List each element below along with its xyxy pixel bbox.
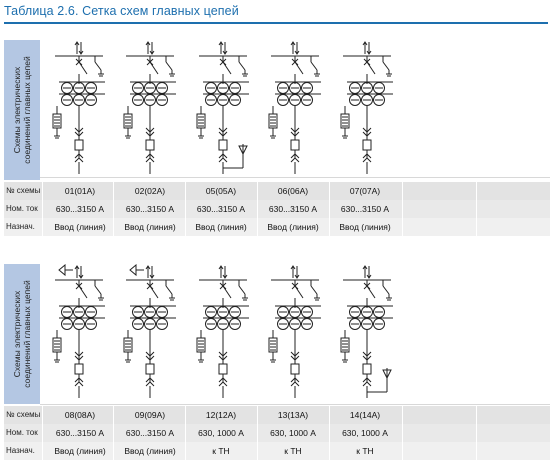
breaker-contact bbox=[367, 62, 375, 74]
fuse-flag bbox=[59, 265, 65, 275]
plug-chevron bbox=[75, 382, 83, 386]
row-label-purpose: Назнач. bbox=[6, 446, 35, 455]
cable-box bbox=[363, 140, 371, 150]
column-separator bbox=[257, 406, 258, 460]
column-separator bbox=[329, 406, 330, 460]
scheme-diagram bbox=[124, 42, 176, 174]
cable-box bbox=[75, 140, 83, 150]
breaker-contact bbox=[295, 286, 303, 298]
cell-purpose: к ТН bbox=[356, 446, 374, 456]
page-title: Таблица 2.6. Сетка схем главных цепей bbox=[4, 4, 239, 18]
cell-rated-current: 630...3150 А bbox=[125, 428, 175, 438]
cell-purpose: Ввод (линия) bbox=[124, 222, 176, 232]
cell-rated-current: 630...3150 А bbox=[55, 204, 105, 214]
scheme-diagram bbox=[197, 42, 249, 174]
earth-switch bbox=[383, 286, 389, 294]
row-label-scheme-no: № схемы bbox=[6, 186, 41, 195]
cell-purpose: Ввод (линия) bbox=[195, 222, 247, 232]
column-separator bbox=[402, 406, 403, 460]
table-row-purpose bbox=[4, 218, 550, 236]
table-row-scheme-no bbox=[4, 406, 550, 424]
cell-scheme-no: 02(02А) bbox=[134, 186, 166, 196]
earth-switch bbox=[95, 62, 101, 70]
scheme-diagram bbox=[341, 42, 393, 174]
cell-rated-current: 630, 1000 А bbox=[270, 428, 316, 438]
earth-switch bbox=[166, 286, 172, 294]
title-underline bbox=[4, 22, 548, 24]
schematics-canvas bbox=[4, 40, 550, 180]
cell-purpose: к ТН bbox=[284, 446, 302, 456]
scheme-diagram bbox=[197, 266, 249, 398]
earth-switch bbox=[95, 286, 101, 294]
column-separator bbox=[42, 182, 43, 236]
breaker-contact bbox=[150, 62, 158, 74]
earth-switch bbox=[311, 62, 317, 70]
cell-purpose: Ввод (линия) bbox=[267, 222, 319, 232]
scheme-diagram bbox=[269, 42, 321, 174]
cell-rated-current: 630...3150 А bbox=[196, 204, 246, 214]
scheme-diagram bbox=[269, 266, 321, 398]
table-row-rated-current bbox=[4, 200, 550, 218]
row-label-rated-current: Ном. ток bbox=[6, 204, 38, 213]
plug-chevron bbox=[291, 158, 299, 162]
earth-switch bbox=[166, 62, 172, 70]
column-separator bbox=[113, 406, 114, 460]
breaker-contact bbox=[295, 62, 303, 74]
cell-purpose: Ввод (линия) bbox=[124, 446, 176, 456]
scheme-diagram bbox=[53, 42, 105, 174]
side-label-text: Схемы электрических соединений главных цепей bbox=[12, 280, 32, 388]
plug-chevron bbox=[146, 158, 154, 162]
breaker-contact bbox=[223, 286, 231, 298]
cell-rated-current: 630...3150 А bbox=[55, 428, 105, 438]
cell-scheme-no: 08(08А) bbox=[64, 410, 96, 420]
column-separator bbox=[476, 406, 477, 460]
plug-chevron bbox=[146, 382, 154, 386]
table-row-scheme-no bbox=[4, 182, 550, 200]
cell-scheme-no: 13(13А) bbox=[277, 410, 309, 420]
grid-divider bbox=[40, 404, 550, 405]
cell-scheme-no: 07(07А) bbox=[349, 186, 381, 196]
breaker-contact bbox=[367, 286, 375, 298]
breaker-contact bbox=[79, 286, 87, 298]
cell-rated-current: 630...3150 А bbox=[125, 204, 175, 214]
column-separator bbox=[42, 406, 43, 460]
row-label-rated-current: Ном. ток bbox=[6, 428, 38, 437]
cell-scheme-no: 01(01А) bbox=[64, 186, 96, 196]
cell-scheme-no: 14(14А) bbox=[349, 410, 381, 420]
cell-scheme-no: 12(12А) bbox=[205, 410, 237, 420]
cell-rated-current: 630...3150 А bbox=[340, 204, 390, 214]
column-separator bbox=[402, 182, 403, 236]
column-separator bbox=[476, 182, 477, 236]
cell-rated-current: 630...3150 А bbox=[268, 204, 318, 214]
column-separator bbox=[113, 182, 114, 236]
plug-chevron bbox=[363, 382, 371, 386]
scheme-diagram bbox=[124, 265, 176, 398]
plug-chevron bbox=[219, 382, 227, 386]
cable-box bbox=[75, 364, 83, 374]
earth-switch bbox=[383, 62, 389, 70]
cell-purpose: Ввод (линия) bbox=[54, 446, 106, 456]
breaker-contact bbox=[150, 286, 158, 298]
breaker-contact bbox=[79, 62, 87, 74]
cell-rated-current: 630, 1000 А bbox=[198, 428, 244, 438]
earth-switch bbox=[311, 286, 317, 294]
table-row-rated-current bbox=[4, 424, 550, 442]
cell-scheme-no: 06(06А) bbox=[277, 186, 309, 196]
scheme-diagram bbox=[53, 265, 105, 398]
scheme-block-1 bbox=[4, 40, 550, 232]
cell-rated-current: 630, 1000 А bbox=[342, 428, 388, 438]
fuse-flag bbox=[130, 265, 136, 275]
cell-purpose: Ввод (линия) bbox=[54, 222, 106, 232]
scheme-block-2 bbox=[4, 264, 550, 462]
plug-chevron bbox=[363, 158, 371, 162]
cell-scheme-no: 05(05А) bbox=[205, 186, 237, 196]
column-separator bbox=[185, 406, 186, 460]
cable-box bbox=[146, 364, 154, 374]
breaker-contact bbox=[223, 62, 231, 74]
column-separator bbox=[257, 182, 258, 236]
scheme-diagram bbox=[341, 266, 393, 398]
table-row-purpose bbox=[4, 442, 550, 460]
plug-chevron bbox=[75, 158, 83, 162]
column-separator bbox=[329, 182, 330, 236]
cable-box bbox=[219, 364, 227, 374]
cable-box bbox=[219, 140, 227, 150]
plug-chevron bbox=[219, 158, 227, 162]
earth-switch bbox=[239, 286, 245, 294]
cell-purpose: Ввод (линия) bbox=[339, 222, 391, 232]
row-label-purpose: Назнач. bbox=[6, 222, 35, 231]
cable-box bbox=[363, 364, 371, 374]
cell-purpose: к ТН bbox=[212, 446, 230, 456]
cable-box bbox=[291, 140, 299, 150]
cell-scheme-no: 09(09А) bbox=[134, 410, 166, 420]
earth-switch bbox=[239, 62, 245, 70]
plug-chevron bbox=[291, 382, 299, 386]
row-label-scheme-no: № схемы bbox=[6, 410, 41, 419]
column-separator bbox=[185, 182, 186, 236]
cable-box bbox=[146, 140, 154, 150]
cable-box bbox=[291, 364, 299, 374]
side-label-text: Схемы электрических соединений главных цепей bbox=[12, 56, 32, 164]
schematics-canvas bbox=[4, 264, 550, 404]
